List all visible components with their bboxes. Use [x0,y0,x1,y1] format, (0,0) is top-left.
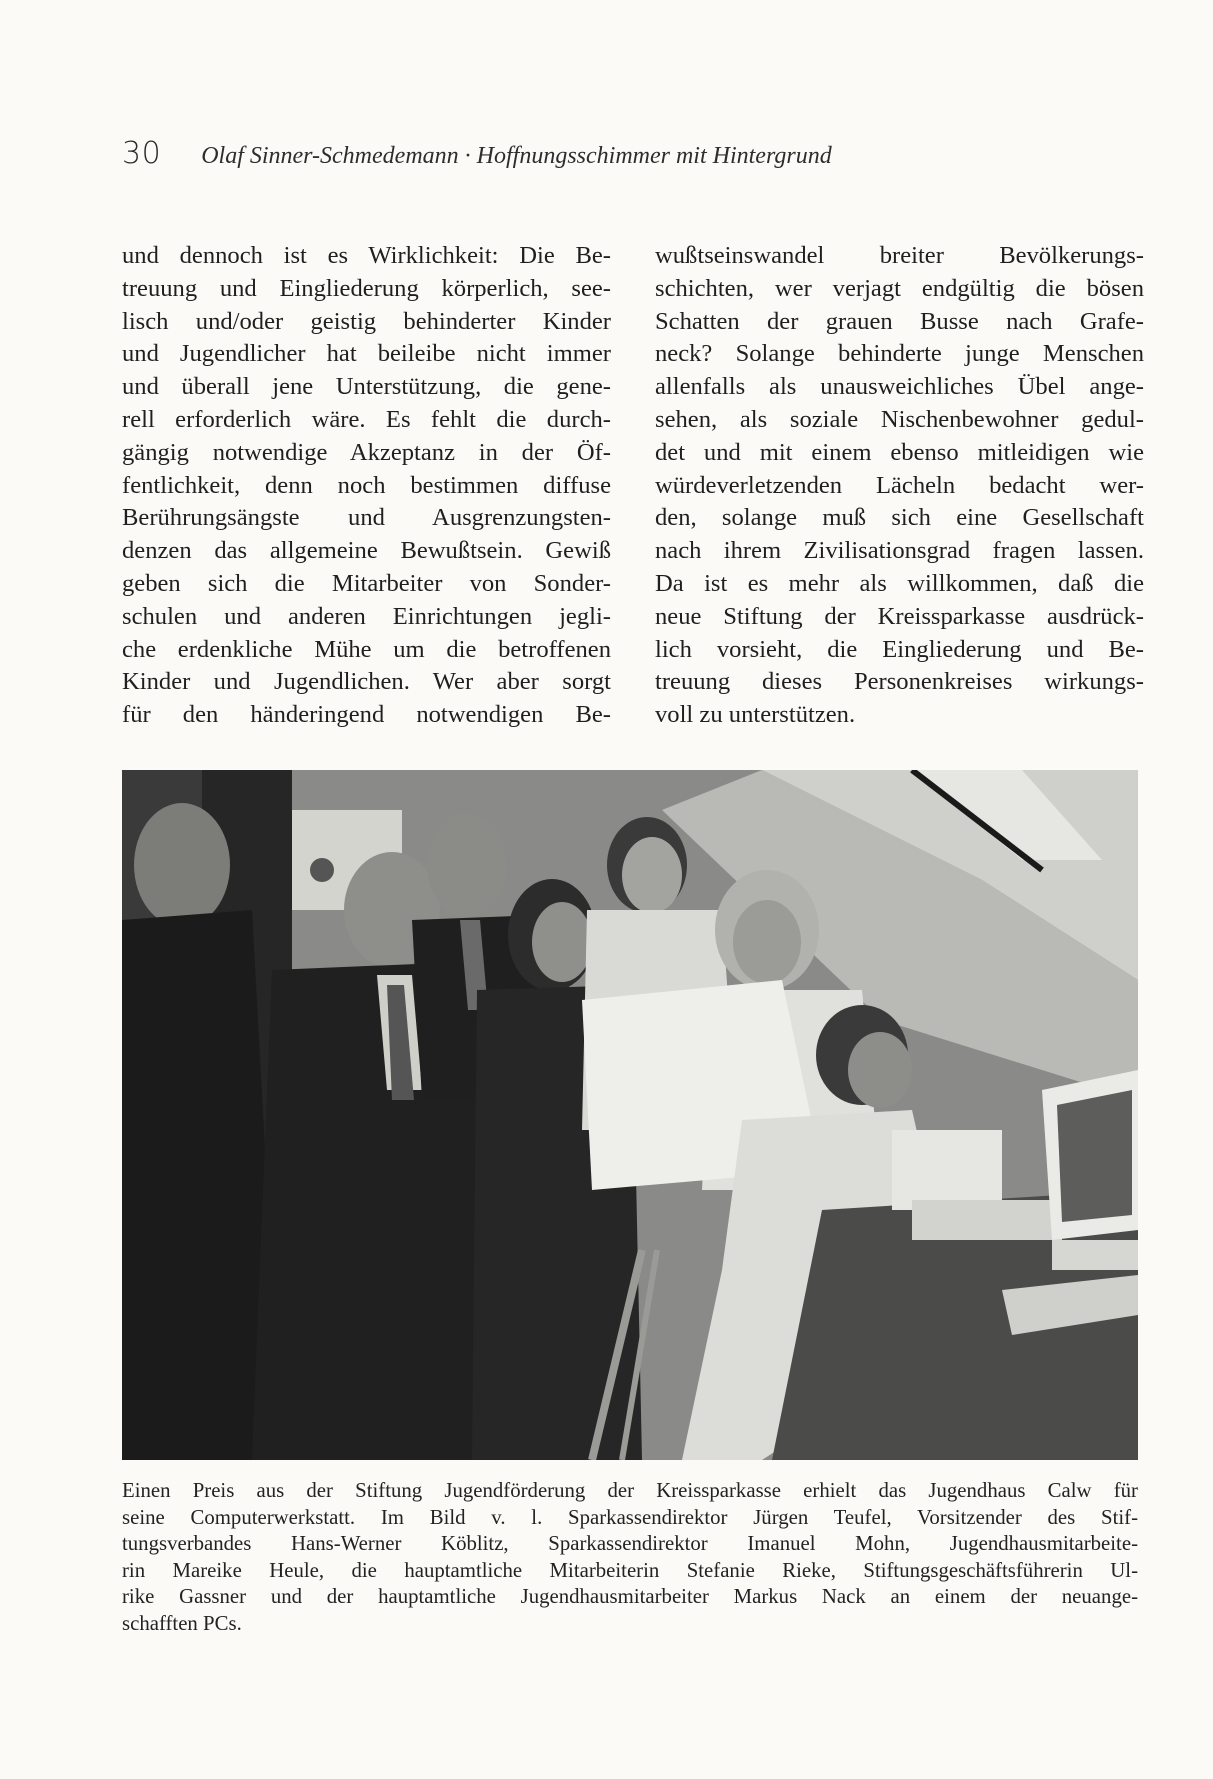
text-line: und Jugendlicher hat beileibe nicht immer [122,340,611,368]
text-line: und dennoch ist es Wirklichkeit: Die Be- [122,242,611,269]
running-title: Olaf Sinner-Schmedemann · Hoffnungsschimmer mit Hintergrund [201,143,832,169]
text-line: lich vorsieht, die Eingliederung und Be- [655,635,1144,663]
text-line: schulen und anderen Einrichtungen jegli- [122,602,611,630]
caption-line: seine Computerwerkstatt. Im Bild v. l. Sparkassendirektor Jürgen Teufel, Vorsitzender des Stif- [122,1505,1138,1529]
text-line: wußtseinswandel breiter Bevölkerungs- [655,242,1144,269]
text-line: rell erforderlich wäre. Es fehlt die durch- [122,405,611,433]
text-line: für den händeringend notwendigen Be- [122,701,611,729]
text-line: und überall jene Unterstützung, die gene- [122,373,611,401]
text-line: neck? Solange behinderte junge Menschen [655,340,1144,368]
caption-line: tungsverbandes Hans-Werner Köblitz, Sparkassendirektor Imanuel Mohn, Jugendhausmitarbeite- [122,1532,1138,1556]
caption-line: rin Mareike Heule, die hauptamtliche Mitarbeiterin Stefanie Rieke, Stiftungsgeschäftsführerin Ul- [122,1558,1138,1582]
text-line: geben sich die Mitarbeiter von Sonder- [122,569,611,597]
text-line: fentlichkeit, denn noch bestimmen diffuse [122,471,611,499]
text-line: nach ihrem Zivilisationsgrad fragen lassen. [655,537,1144,565]
right-column [655,240,1144,740]
body-text [122,240,1144,740]
text-line: det und mit einem ebenso mitleidigen wie [655,438,1144,466]
text-line: che erdenkliche Mühe um die betroffenen [122,635,611,663]
text-line: Schatten der grauen Busse nach Grafe- [655,307,1144,335]
caption-line: schafften PCs. [122,1611,242,1635]
text-line: treuung und Eingliederung körperlich, see- [122,274,611,302]
text-line: den, solange muß sich eine Gesellschaft [655,504,1144,532]
group-photo [122,770,1138,1460]
text-line: schichten, wer verjagt endgültig die bösen [655,274,1144,302]
text-line: würdeverletzenden Lächeln bedacht wer- [655,471,1144,499]
photo-caption [122,1478,1138,1638]
text-line: voll zu unterstützen. [655,701,856,729]
text-line: Kinder und Jugendlichen. Wer aber sorgt [122,668,611,696]
text-line: treuung dieses Personenkreises wirkungs- [655,668,1144,696]
left-column [122,240,611,740]
text-line: denzen das allgemeine Bewußtsein. Gewiß [122,537,611,565]
page-number: 30 [122,136,162,171]
running-header [122,136,1122,184]
text-line: gängig notwendige Akzeptanz in der Öf- [122,438,611,466]
text-line: Da ist es mehr als willkommen, daß die [655,569,1144,597]
group-photo-icon [122,770,1138,1460]
caption-line: Einen Preis aus der Stiftung Jugendförderung der Kreissparkasse erhielt das Jugendhaus Calw für [122,1479,1138,1502]
text-line: allenfalls als unausweichliches Übel ange- [655,373,1144,401]
text-line: lisch und/oder geistig behinderter Kinder [122,307,611,335]
text-line: Berührungsängste und Ausgrenzungsten- [122,504,611,532]
text-line: neue Stiftung der Kreissparkasse ausdrück- [655,602,1144,630]
text-line: sehen, als soziale Nischenbewohner gedul- [655,405,1144,433]
caption-line: rike Gassner und der hauptamtliche Jugendhausmitarbeiter Markus Nack an einem der neuange- [122,1585,1138,1609]
